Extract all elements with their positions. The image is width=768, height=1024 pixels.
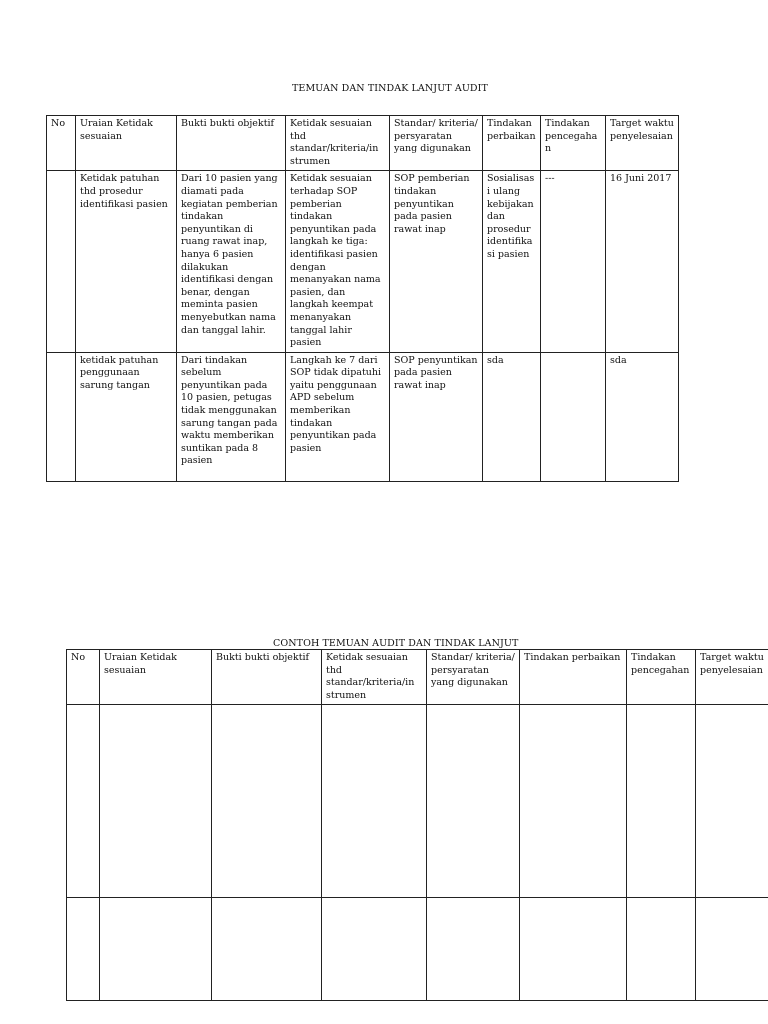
cell-perbaikan: Sosialisas i ulang kebijakan dan prosedur identifika si pasien bbox=[483, 171, 541, 352]
cell-standar: SOP pemberian tindakan penyuntikan pada pasien rawat inap bbox=[390, 171, 483, 352]
cell-bukti: Dari 10 pasien yang diamati pada kegiatan pemberian tindakan penyuntikan di ruang rawat inap, hanya 6 pasien dilakukan identifikasi dengan benar, dengan meminta pasien menyebutkan nama dan tanggal lahir. bbox=[177, 171, 286, 352]
audit-title: TEMUAN DAN TINDAK LANJUT AUDIT bbox=[292, 83, 488, 94]
table-row bbox=[67, 705, 768, 898]
table-row bbox=[47, 352, 679, 481]
cell-no bbox=[47, 352, 76, 481]
table-header-row bbox=[67, 650, 768, 705]
header-uraian: Uraian Ketidak sesuaian bbox=[76, 116, 177, 171]
header-pencegahan: Tindakan pencegahan bbox=[627, 650, 696, 705]
header-standar: Standar/ kriteria/ persyaratan yang digunakan bbox=[390, 116, 483, 171]
header-no: No bbox=[67, 650, 100, 705]
cell-ketidaksesuaian: Langkah ke 7 dari SOP tidak dipatuhi yaitu penggunaan APD sebelum memberikan tindakan penyuntikan pada pasien bbox=[286, 352, 390, 481]
header-perbaikan: Tindakan perbaikan bbox=[483, 116, 541, 171]
cell-bukti: Dari tindakan sebelum penyuntikan pada 10 pasien, petugas tidak menggunakan sarung tangan pada waktu memberikan suntikan pada 8 pasien bbox=[177, 352, 286, 481]
contoh-title: CONTOH TEMUAN AUDIT DAN TINDAK LANJUT bbox=[273, 638, 519, 649]
cell-uraian: Ketidak patuhan thd prosedur identifikasi pasien bbox=[76, 171, 177, 352]
cell-perbaikan: sda bbox=[483, 352, 541, 481]
header-ketidaksesuaian: Ketidak sesuaian thd standar/kriteria/in strumen bbox=[322, 650, 427, 705]
cell-standar: SOP penyuntikan pada pasien rawat inap bbox=[390, 352, 483, 481]
header-pencegahan: Tindakan pencegaha n bbox=[541, 116, 606, 171]
audit-table bbox=[46, 115, 679, 482]
cell-pencegahan: --- bbox=[541, 171, 606, 352]
cell-ketidaksesuaian: Ketidak sesuaian terhadap SOP pemberian tindakan penyuntikan pada langkah ke tiga: identifikasi pasien dengan menanyakan nama pasien, dan langkah keempat menanyakan tanggal lahir pasien bbox=[286, 171, 390, 352]
table-row bbox=[67, 898, 768, 1001]
cell-uraian: ketidak patuhan penggunaan sarung tangan bbox=[76, 352, 177, 481]
header-target: Target waktu penyelesaian bbox=[606, 116, 679, 171]
header-uraian: Uraian Ketidak sesuaian bbox=[100, 650, 212, 705]
cell-no bbox=[47, 171, 76, 352]
header-perbaikan: Tindakan perbaikan bbox=[520, 650, 627, 705]
header-target: Target waktu penyelesaian bbox=[696, 650, 768, 705]
header-standar: Standar/ kriteria/ persyaratan yang digunakan bbox=[427, 650, 520, 705]
header-bukti: Bukti bukti objektif bbox=[177, 116, 286, 171]
contoh-table bbox=[66, 649, 768, 1001]
cell-target: 16 Juni 2017 bbox=[606, 171, 679, 352]
cell-pencegahan bbox=[541, 352, 606, 481]
cell-target: sda bbox=[606, 352, 679, 481]
header-bukti: Bukti bukti objektif bbox=[212, 650, 322, 705]
header-no: No bbox=[47, 116, 76, 171]
header-ketidaksesuaian: Ketidak sesuaian thd standar/kriteria/in strumen bbox=[286, 116, 390, 171]
table-row bbox=[47, 171, 679, 352]
table-header-row bbox=[47, 116, 679, 171]
